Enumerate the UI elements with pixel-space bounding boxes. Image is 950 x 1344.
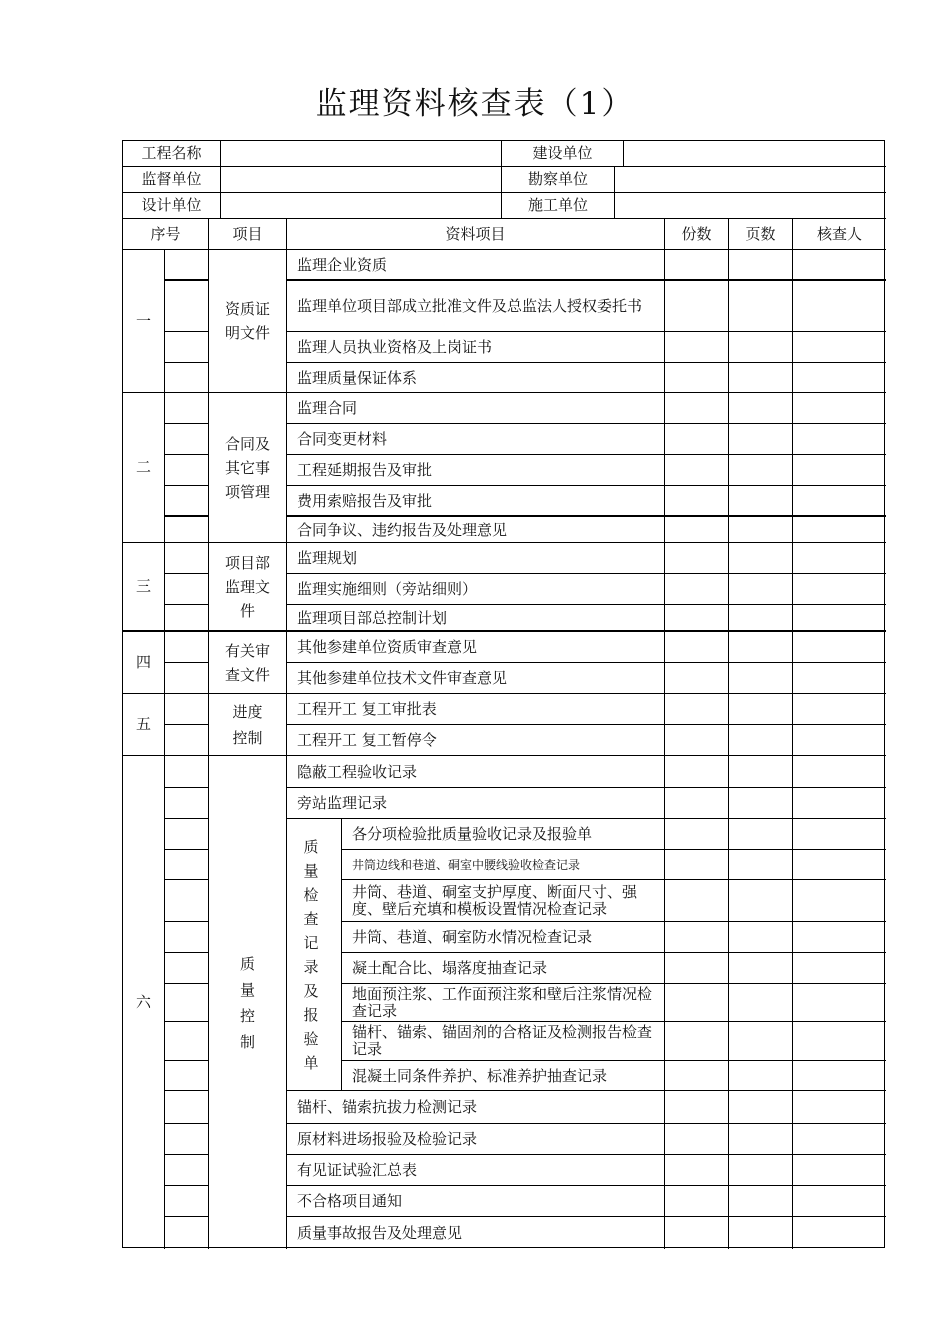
group-label-1: 资质证明文件 — [209, 250, 287, 393]
sub-number-cell[interactable] — [165, 922, 209, 953]
item-text: 监理项目部总控制计划 — [297, 608, 448, 627]
item-text: 质量事故报告及处理意见 — [297, 1224, 463, 1242]
supervise-label: 监督单位 — [123, 167, 221, 193]
group-num-3: 三 — [123, 543, 165, 632]
checker-cell[interactable] — [793, 332, 886, 363]
item-label — [287, 424, 665, 455]
checker-cell[interactable] — [793, 632, 886, 663]
copies-cell[interactable] — [665, 663, 729, 694]
checker-cell[interactable] — [793, 543, 886, 574]
pages-cell[interactable] — [729, 953, 793, 984]
pages-cell[interactable] — [729, 455, 793, 486]
item-text: 井筒边线和巷道、硐室中腰线验收检查记录 — [352, 857, 581, 872]
pages-cell[interactable] — [729, 1124, 793, 1155]
sub-number-cell[interactable] — [165, 756, 209, 788]
sub-number-cell[interactable] — [165, 486, 209, 517]
checker-cell[interactable] — [793, 1186, 886, 1217]
checker-cell[interactable] — [793, 984, 886, 1022]
pages-cell[interactable] — [729, 632, 793, 663]
pages-cell[interactable] — [729, 1155, 793, 1186]
group-label-2: 合同及其它事项管理 — [209, 393, 287, 543]
construct-label: 施工单位 — [502, 193, 615, 219]
pages-cell[interactable] — [729, 1061, 793, 1091]
group-num-1: 一 — [123, 250, 165, 393]
copies-cell[interactable] — [665, 1124, 729, 1155]
sub-number-cell[interactable] — [165, 543, 209, 574]
checker-cell[interactable] — [793, 1155, 886, 1186]
construct-field[interactable] — [615, 193, 886, 219]
item-label — [342, 922, 665, 953]
item-text: 锚杆、锚索抗拔力检测记录 — [297, 1098, 478, 1116]
copies-cell[interactable] — [665, 1217, 729, 1249]
sub-number-cell[interactable] — [165, 605, 209, 632]
pages-cell[interactable] — [729, 880, 793, 922]
item-label — [287, 605, 665, 632]
checker-cell[interactable] — [793, 517, 886, 543]
pages-cell[interactable] — [729, 574, 793, 605]
item-label — [287, 1186, 665, 1217]
pages-cell[interactable] — [729, 281, 793, 332]
pages-cell[interactable] — [729, 850, 793, 880]
pages-cell[interactable] — [729, 922, 793, 953]
copies-cell[interactable] — [665, 486, 729, 517]
checker-cell[interactable] — [793, 281, 886, 332]
group-num-6: 六 — [123, 756, 165, 1249]
copies-cell[interactable] — [665, 455, 729, 486]
header-item: 资料项目 — [287, 219, 665, 250]
item-label — [342, 953, 665, 984]
survey-label: 勘察单位 — [502, 167, 615, 193]
sub-number-cell[interactable] — [165, 663, 209, 694]
group-num-4: 四 — [123, 632, 165, 694]
sub-number-cell[interactable] — [165, 788, 209, 819]
sub-number-cell[interactable] — [165, 517, 209, 543]
item-label — [287, 788, 665, 819]
header-copies: 份数 — [665, 219, 729, 250]
copies-cell[interactable] — [665, 1186, 729, 1217]
copies-cell[interactable] — [665, 953, 729, 984]
item-label — [287, 663, 665, 694]
checker-cell[interactable] — [793, 363, 886, 393]
item-label — [342, 850, 665, 880]
design-field[interactable] — [221, 193, 502, 219]
copies-cell[interactable] — [665, 756, 729, 788]
group-num-5: 五 — [123, 694, 165, 756]
copies-cell[interactable] — [665, 984, 729, 1022]
item-text: 费用索赔报告及审批 — [297, 491, 433, 510]
copies-cell[interactable] — [665, 1091, 729, 1124]
checker-cell[interactable] — [793, 922, 886, 953]
item-text: 各分项检验批质量验收记录及报验单 — [352, 825, 593, 843]
group-label-6: 质量控制 — [209, 756, 287, 1249]
item-label — [287, 632, 665, 663]
item-text: 凝土配合比、塌落度抽查记录 — [352, 959, 548, 977]
checker-cell[interactable] — [793, 393, 886, 424]
item-text: 不合格项目通知 — [297, 1192, 403, 1210]
copies-cell[interactable] — [665, 332, 729, 363]
pages-cell[interactable] — [729, 725, 793, 756]
item-text: 合同变更材料 — [297, 430, 388, 448]
checker-cell[interactable] — [793, 1091, 886, 1124]
item-text: 隐蔽工程验收记录 — [297, 762, 418, 781]
pages-cell[interactable] — [729, 486, 793, 517]
sub-number-cell[interactable] — [165, 1022, 209, 1061]
sub-number-cell[interactable] — [165, 332, 209, 363]
copies-cell[interactable] — [665, 694, 729, 725]
item-text: 工程延期报告及审批 — [297, 461, 433, 479]
project-name-field[interactable] — [221, 141, 502, 167]
copies-cell[interactable] — [665, 819, 729, 850]
item-label — [287, 756, 665, 788]
sub-number-cell[interactable] — [165, 880, 209, 922]
item-label — [342, 984, 665, 1022]
sub-number-cell[interactable] — [165, 1155, 209, 1186]
item-text: 监理单位项目部成立批准文件及总监法人授权委托书 — [297, 296, 643, 315]
item-label — [287, 694, 665, 725]
checker-cell[interactable] — [793, 953, 886, 984]
pages-cell[interactable] — [729, 250, 793, 281]
pages-cell[interactable] — [729, 393, 793, 424]
sub-number-cell[interactable] — [165, 1186, 209, 1217]
copies-cell[interactable] — [665, 922, 729, 953]
item-label — [342, 1022, 665, 1061]
item-text: 地面预注浆、工作面预注浆和壁后注浆情况检查记录 — [352, 984, 653, 1020]
checker-cell[interactable] — [793, 756, 886, 788]
copies-cell[interactable] — [665, 363, 729, 393]
item-text: 有见证试验汇总表 — [297, 1161, 418, 1179]
sub-number-cell[interactable] — [165, 574, 209, 605]
pages-cell[interactable] — [729, 788, 793, 819]
item-label — [287, 574, 665, 605]
survey-field[interactable] — [615, 167, 886, 193]
pages-cell[interactable] — [729, 363, 793, 393]
pages-cell[interactable] — [729, 663, 793, 694]
checker-cell[interactable] — [793, 819, 886, 850]
item-label — [287, 393, 665, 424]
item-text: 旁站监理记录 — [297, 794, 388, 812]
copies-cell[interactable] — [665, 725, 729, 756]
item-text: 监理质量保证体系 — [297, 368, 418, 387]
checker-cell[interactable] — [793, 574, 886, 605]
checker-cell[interactable] — [793, 455, 886, 486]
pages-cell[interactable] — [729, 605, 793, 632]
copies-cell[interactable] — [665, 1022, 729, 1061]
pages-cell[interactable] — [729, 1186, 793, 1217]
checker-cell[interactable] — [793, 788, 886, 819]
copies-cell[interactable] — [665, 605, 729, 632]
header-pages: 页数 — [729, 219, 793, 250]
group-label-5: 进度控制 — [209, 694, 287, 756]
item-text: 锚杆、锚索、锚固剂的合格证及检测报告检查记录 — [352, 1023, 653, 1058]
sub-number-cell[interactable] — [165, 1217, 209, 1249]
copies-cell[interactable] — [665, 574, 729, 605]
checker-cell[interactable] — [793, 1217, 886, 1249]
sub-number-cell[interactable] — [165, 694, 209, 725]
copies-cell[interactable] — [665, 250, 729, 281]
item-text: 原材料进场报验及检验记录 — [297, 1130, 478, 1148]
item-text: 井筒、巷道、硐室支护厚度、断面尺寸、强度、壁后充填和模板设置情况检查记录 — [352, 882, 638, 918]
item-label — [342, 880, 665, 922]
item-label — [287, 517, 665, 543]
item-label — [287, 486, 665, 517]
item-label — [287, 1155, 665, 1186]
item-label — [287, 250, 665, 281]
copies-cell[interactable] — [665, 880, 729, 922]
item-text: 监理人员执业资格及上岗证书 — [297, 338, 493, 356]
sub-number-cell[interactable] — [165, 424, 209, 455]
pages-cell[interactable] — [729, 517, 793, 543]
sub-number-cell[interactable] — [165, 363, 209, 393]
sub-number-cell[interactable] — [165, 850, 209, 880]
checker-cell[interactable] — [793, 694, 886, 725]
item-text: 监理企业资质 — [297, 255, 388, 274]
supervise-field[interactable] — [221, 167, 502, 193]
item-text: 监理合同 — [297, 399, 358, 417]
checker-cell[interactable] — [793, 424, 886, 455]
sub-number-cell[interactable] — [165, 725, 209, 756]
item-text: 监理规划 — [297, 549, 358, 567]
copies-cell[interactable] — [665, 1155, 729, 1186]
sub-number-cell[interactable] — [165, 250, 209, 281]
item-label — [287, 281, 665, 332]
sub-number-cell[interactable] — [165, 281, 209, 332]
copies-cell[interactable] — [665, 517, 729, 543]
pages-cell[interactable] — [729, 543, 793, 574]
pages-cell[interactable] — [729, 332, 793, 363]
group-label-4: 有关审查文件 — [209, 632, 287, 694]
item-label — [342, 1061, 665, 1091]
sub-number-cell[interactable] — [165, 984, 209, 1022]
item-text: 其他参建单位资质审查意见 — [297, 638, 478, 656]
checker-cell[interactable] — [793, 850, 886, 880]
builder-field[interactable] — [624, 141, 886, 167]
pages-cell[interactable] — [729, 1091, 793, 1124]
checker-cell[interactable] — [793, 605, 886, 632]
copies-cell[interactable] — [665, 424, 729, 455]
sub-number-cell[interactable] — [165, 455, 209, 486]
builder-label: 建设单位 — [502, 141, 624, 167]
checker-cell[interactable] — [793, 725, 886, 756]
item-label — [287, 332, 665, 363]
copies-cell[interactable] — [665, 281, 729, 332]
header-checker: 核查人 — [793, 219, 886, 250]
item-text: 井筒、巷道、硐室防水情况检查记录 — [352, 928, 593, 946]
pages-cell[interactable] — [729, 984, 793, 1022]
sub-number-cell[interactable] — [165, 1091, 209, 1124]
checker-cell[interactable] — [793, 1022, 886, 1061]
pages-cell[interactable] — [729, 424, 793, 455]
sub-number-cell[interactable] — [165, 1061, 209, 1091]
copies-cell[interactable] — [665, 393, 729, 424]
sub-number-cell[interactable] — [165, 632, 209, 663]
pages-cell[interactable] — [729, 819, 793, 850]
item-text: 工程开工 复工审批表 — [297, 700, 437, 718]
item-label — [287, 363, 665, 393]
checker-cell[interactable] — [793, 250, 886, 281]
sub-number-cell[interactable] — [165, 953, 209, 984]
copies-cell[interactable] — [665, 1061, 729, 1091]
header-project: 项目 — [209, 219, 287, 250]
copies-cell[interactable] — [665, 788, 729, 819]
pages-cell[interactable] — [729, 1217, 793, 1249]
item-label — [287, 725, 665, 756]
item-text: 混凝土同条件养护、标准养护抽查记录 — [352, 1066, 608, 1085]
item-label — [342, 819, 665, 850]
inspection-table — [122, 140, 885, 1248]
design-label: 设计单位 — [123, 193, 221, 219]
item-label — [287, 1091, 665, 1124]
sub-number-cell[interactable] — [165, 819, 209, 850]
item-text: 工程开工 复工暂停令 — [297, 731, 437, 749]
item-label — [287, 543, 665, 574]
item-text: 监理实施细则（旁站细则） — [297, 580, 478, 598]
item-text: 合同争议、违约报告及处理意见 — [297, 520, 508, 539]
item-label — [287, 1124, 665, 1155]
project-name-label: 工程名称 — [123, 141, 221, 167]
checker-cell[interactable] — [793, 1124, 886, 1155]
checker-cell[interactable] — [793, 663, 886, 694]
quality-check-sublabel: 质量检查记录及报验单 — [287, 819, 342, 1091]
item-label — [287, 1217, 665, 1249]
item-label — [287, 455, 665, 486]
sub-number-cell[interactable] — [165, 1124, 209, 1155]
pages-cell[interactable] — [729, 756, 793, 788]
pages-cell[interactable] — [729, 694, 793, 725]
copies-cell[interactable] — [665, 543, 729, 574]
group-label-3: 项目部监理文件 — [209, 543, 287, 632]
pages-cell[interactable] — [729, 1022, 793, 1061]
copies-cell[interactable] — [665, 632, 729, 663]
checker-cell[interactable] — [793, 486, 886, 517]
checker-cell[interactable] — [793, 880, 886, 922]
item-text: 其他参建单位技术文件审查意见 — [297, 669, 508, 687]
checker-cell[interactable] — [793, 1061, 886, 1091]
copies-cell[interactable] — [665, 850, 729, 880]
group-num-2: 二 — [123, 393, 165, 543]
sub-number-cell[interactable] — [165, 393, 209, 424]
header-seq: 序号 — [123, 219, 209, 250]
page-title: 监理资料核查表（1） — [315, 86, 635, 122]
